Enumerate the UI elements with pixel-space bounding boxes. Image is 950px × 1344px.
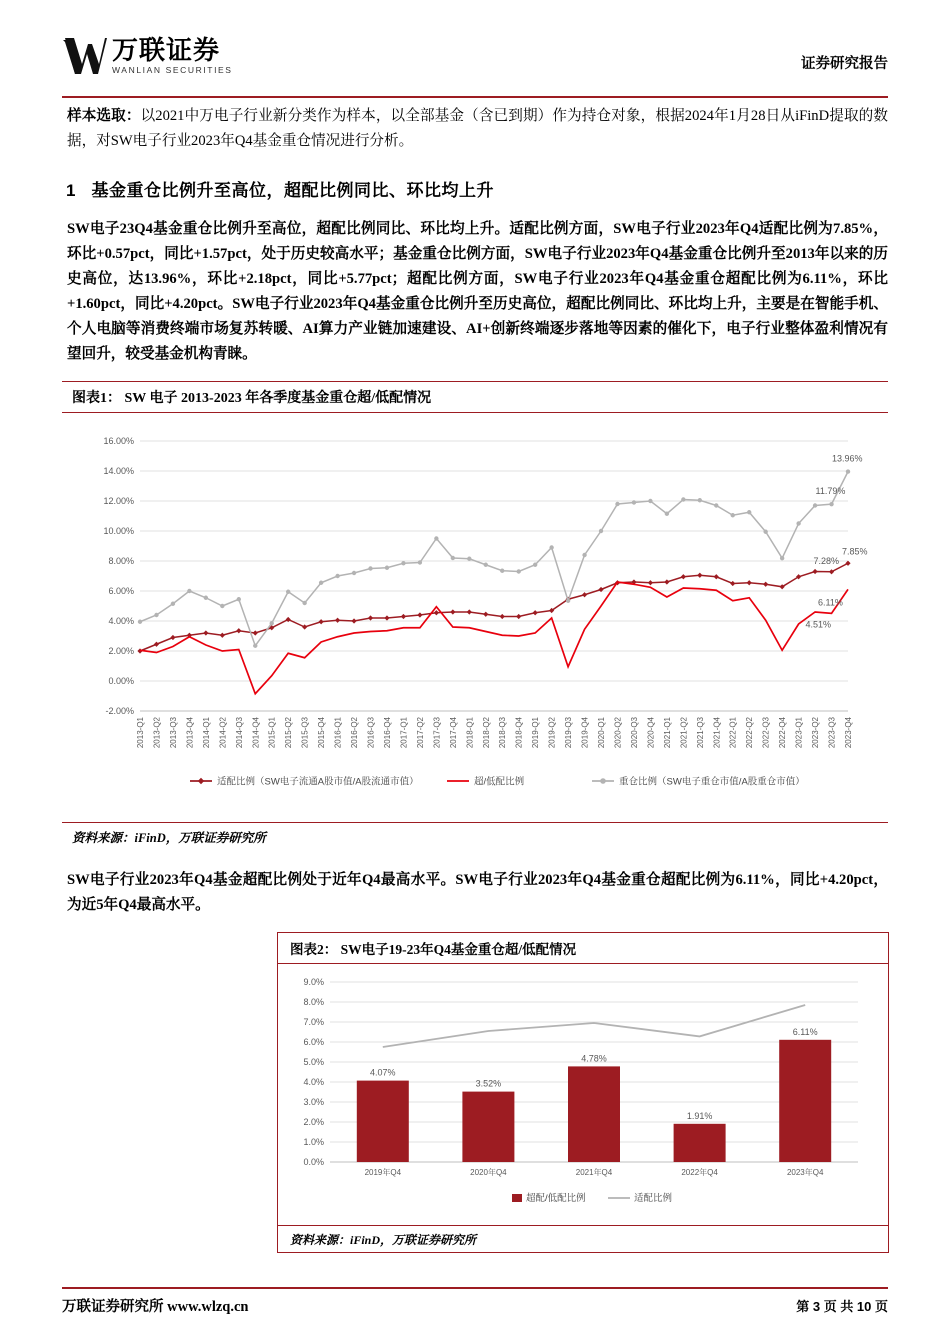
svg-text:2016-Q3: 2016-Q3 bbox=[366, 717, 376, 749]
svg-text:重仓比例（SW电子重仓市值/A股重仓市值）: 重仓比例（SW电子重仓市值/A股重仓市值） bbox=[619, 776, 805, 788]
section-number: 1 bbox=[66, 181, 76, 200]
svg-text:2021-Q4: 2021-Q4 bbox=[712, 717, 722, 749]
svg-text:2018-Q2: 2018-Q2 bbox=[481, 717, 491, 749]
svg-text:2016-Q2: 2016-Q2 bbox=[350, 717, 360, 749]
logo-chinese-name: 万联证券 bbox=[112, 35, 221, 65]
svg-text:2016-Q4: 2016-Q4 bbox=[382, 717, 392, 749]
svg-text:2016-Q1: 2016-Q1 bbox=[333, 717, 343, 749]
svg-text:2020年Q4: 2020年Q4 bbox=[470, 1168, 507, 1177]
annual-q4-bar-chart bbox=[278, 970, 886, 1220]
svg-text:2022-Q3: 2022-Q3 bbox=[761, 717, 771, 749]
svg-text:2020-Q3: 2020-Q3 bbox=[629, 717, 639, 749]
svg-text:2017-Q3: 2017-Q3 bbox=[432, 717, 442, 749]
svg-text:4.0%: 4.0% bbox=[303, 1077, 324, 1087]
svg-text:0.0%: 0.0% bbox=[303, 1157, 324, 1167]
svg-text:16.00%: 16.00% bbox=[103, 436, 134, 446]
svg-text:2015-Q2: 2015-Q2 bbox=[284, 717, 294, 749]
svg-text:2014-Q4: 2014-Q4 bbox=[251, 717, 261, 749]
svg-text:2019-Q1: 2019-Q1 bbox=[531, 717, 541, 749]
svg-text:7.28%: 7.28% bbox=[813, 555, 840, 566]
svg-text:2023-Q3: 2023-Q3 bbox=[827, 717, 837, 749]
svg-text:2018-Q4: 2018-Q4 bbox=[514, 717, 524, 749]
svg-text:10.00%: 10.00% bbox=[103, 526, 134, 536]
svg-text:0.00%: 0.00% bbox=[108, 676, 134, 686]
page-header bbox=[62, 34, 888, 98]
svg-text:2017-Q4: 2017-Q4 bbox=[448, 717, 458, 749]
svg-text:2017-Q1: 2017-Q1 bbox=[399, 717, 409, 749]
svg-text:4.78%: 4.78% bbox=[581, 1053, 607, 1064]
svg-text:2.00%: 2.00% bbox=[108, 646, 134, 656]
svg-text:2023-Q1: 2023-Q1 bbox=[794, 717, 804, 749]
footer-website: 万联证券研究所 www.wlzq.cn bbox=[62, 1299, 249, 1315]
svg-text:1.0%: 1.0% bbox=[303, 1137, 324, 1147]
svg-text:3.0%: 3.0% bbox=[303, 1097, 324, 1107]
svg-text:4.51%: 4.51% bbox=[805, 619, 832, 630]
svg-text:6.0%: 6.0% bbox=[303, 1037, 324, 1047]
logo-text bbox=[112, 36, 233, 76]
svg-text:4.00%: 4.00% bbox=[108, 616, 134, 626]
svg-text:适配比例（SW电子流通A股市值/A股流通市值）: 适配比例（SW电子流通A股市值/A股流通市值） bbox=[217, 776, 419, 788]
svg-text:2013-Q3: 2013-Q3 bbox=[168, 717, 178, 749]
exhibit-2-chart bbox=[278, 964, 888, 1225]
svg-text:2021-Q2: 2021-Q2 bbox=[679, 717, 689, 749]
svg-text:2018-Q3: 2018-Q3 bbox=[498, 717, 508, 749]
svg-text:2022年Q4: 2022年Q4 bbox=[681, 1168, 718, 1177]
svg-text:超/低配比例: 超/低配比例 bbox=[474, 776, 525, 788]
svg-text:2013-Q2: 2013-Q2 bbox=[152, 717, 162, 749]
svg-text:2013-Q1: 2013-Q1 bbox=[136, 717, 145, 749]
exhibit-1-source: 资料来源：iFinD，万联证券研究所 bbox=[62, 822, 888, 850]
svg-text:2020-Q2: 2020-Q2 bbox=[613, 717, 623, 749]
svg-text:2013-Q4: 2013-Q4 bbox=[185, 717, 195, 749]
exhibit-2 bbox=[277, 932, 889, 1253]
svg-text:2022-Q1: 2022-Q1 bbox=[728, 717, 738, 749]
analysis-paragraph bbox=[62, 217, 888, 367]
svg-text:2021年Q4: 2021年Q4 bbox=[575, 1168, 613, 1177]
svg-text:8.00%: 8.00% bbox=[108, 556, 134, 566]
svg-text:2020-Q4: 2020-Q4 bbox=[646, 717, 656, 749]
exhibit-2-source: 资料来源：iFinD，万联证券研究所 bbox=[278, 1225, 888, 1252]
svg-text:2.0%: 2.0% bbox=[303, 1117, 324, 1127]
svg-text:2014-Q3: 2014-Q3 bbox=[234, 717, 244, 749]
svg-text:2023-Q4: 2023-Q4 bbox=[844, 717, 853, 749]
svg-text:5.0%: 5.0% bbox=[303, 1057, 324, 1067]
svg-text:2017-Q2: 2017-Q2 bbox=[415, 717, 425, 749]
svg-text:2014-Q2: 2014-Q2 bbox=[218, 717, 228, 749]
svg-text:7.0%: 7.0% bbox=[303, 1017, 324, 1027]
svg-text:2021-Q3: 2021-Q3 bbox=[695, 717, 705, 749]
page-number: 第 3 页 共 10 页 bbox=[796, 1299, 888, 1314]
svg-text:9.0%: 9.0% bbox=[303, 977, 324, 987]
svg-text:适配比例: 适配比例 bbox=[634, 1193, 673, 1204]
svg-text:4.07%: 4.07% bbox=[370, 1067, 396, 1078]
sample-text: 以2021中万电子行业新分类作为样本，以全部基金（含已到期）作为持仓对象，根据2024年1月28日从iFinD提取的数据，对SW电子行业2023年Q4基金重仓情况进行分析。 bbox=[67, 108, 888, 149]
svg-text:6.11%: 6.11% bbox=[818, 597, 843, 608]
page-footer bbox=[62, 1287, 888, 1316]
svg-text:12.00%: 12.00% bbox=[103, 496, 134, 506]
page-content bbox=[62, 104, 888, 1253]
svg-text:11.79%: 11.79% bbox=[815, 486, 846, 497]
quarterly-line-chart bbox=[62, 423, 888, 813]
exhibit-1-chart bbox=[62, 413, 888, 822]
svg-text:2019-Q2: 2019-Q2 bbox=[547, 717, 557, 749]
svg-text:2014-Q1: 2014-Q1 bbox=[201, 717, 211, 749]
sample-paragraph bbox=[62, 104, 888, 154]
exhibit-1-title: 图表1： SW 电子 2013-2023 年各季度基金重仓超/低配情况 bbox=[62, 381, 888, 413]
svg-text:14.00%: 14.00% bbox=[103, 466, 134, 476]
section-title: 基金重仓比例升至高位，超配比例同比、环比均上升 bbox=[91, 181, 494, 200]
svg-text:2023-Q2: 2023-Q2 bbox=[811, 717, 821, 749]
svg-text:2015-Q3: 2015-Q3 bbox=[300, 717, 310, 749]
svg-text:2019年Q4: 2019年Q4 bbox=[364, 1168, 402, 1177]
exhibit-1 bbox=[62, 381, 888, 850]
company-logo bbox=[62, 34, 233, 78]
wanlian-logo-icon bbox=[62, 34, 108, 78]
sample-label: 样本选取： bbox=[67, 108, 141, 124]
summary-text: SW电子行业2023年Q4基金超配比例处于近年Q4最高水平。SW电子行业2023年Q4基金重仓超配比例为6.11%，同比+4.20pct，为近5年Q4最高水平。 bbox=[67, 872, 888, 913]
summary-paragraph bbox=[62, 868, 888, 918]
svg-text:7.85%: 7.85% bbox=[842, 546, 868, 557]
logo-english-name: WANLIAN SECURITIES bbox=[112, 65, 233, 75]
svg-text:2021-Q1: 2021-Q1 bbox=[662, 717, 672, 749]
svg-text:2022-Q2: 2022-Q2 bbox=[745, 717, 755, 749]
svg-text:6.00%: 6.00% bbox=[108, 586, 134, 596]
svg-text:2019-Q4: 2019-Q4 bbox=[580, 717, 590, 749]
svg-text:2020-Q1: 2020-Q1 bbox=[597, 717, 607, 749]
header-report-label: 证券研究报告 bbox=[801, 56, 888, 72]
svg-text:1.91%: 1.91% bbox=[686, 1110, 713, 1121]
svg-text:超配/低配比例: 超配/低配比例 bbox=[526, 1193, 586, 1204]
svg-text:3.52%: 3.52% bbox=[475, 1078, 502, 1089]
svg-text:2019-Q3: 2019-Q3 bbox=[564, 717, 574, 749]
svg-text:8.0%: 8.0% bbox=[303, 997, 324, 1007]
svg-text:2015-Q1: 2015-Q1 bbox=[267, 717, 277, 749]
exhibit-2-title: 图表2： SW电子19-23年Q4基金重仓超/低配情况 bbox=[278, 933, 888, 964]
section-heading bbox=[66, 176, 888, 201]
svg-text:6.11%: 6.11% bbox=[792, 1026, 818, 1037]
analysis-text: SW电子23Q4基金重仓比例升至高位，超配比例同比、环比均上升。适配比例方面，SW电子行业2023年Q4适配比例为7.85%，环比+0.57pct，同比+1.57pct，处于历史较高水平；基金重仓比例方面，SW电子行业2023年Q4基金重仓比例升至2013年以来的历史高位，达13.96%，环比+2.18pct，同比+5.77pct；超配比例方面，SW电子行业2023年Q4基金重仓超配比例为6.11%，环比+1.60pct，同比+4.20pct。SW电子行业2023年Q4基金重仓比例升至历史高位，超配比例同比、环比均上升，主要是在智能手机、个人电脑等消费终端市场复苏转暖、AI算力产业链加速建设、AI+创新终端逐步落地等因素的催化下，电子行业整体盈利情况有望回升，较受基金机构青睐。 bbox=[67, 221, 888, 362]
svg-text:2023年Q4: 2023年Q4 bbox=[786, 1168, 824, 1177]
svg-text:2015-Q4: 2015-Q4 bbox=[317, 717, 327, 749]
svg-text:2018-Q1: 2018-Q1 bbox=[465, 717, 475, 749]
svg-text:-2.00%: -2.00% bbox=[105, 706, 134, 716]
svg-text:2022-Q4: 2022-Q4 bbox=[778, 717, 788, 749]
svg-text:13.96%: 13.96% bbox=[832, 453, 863, 464]
